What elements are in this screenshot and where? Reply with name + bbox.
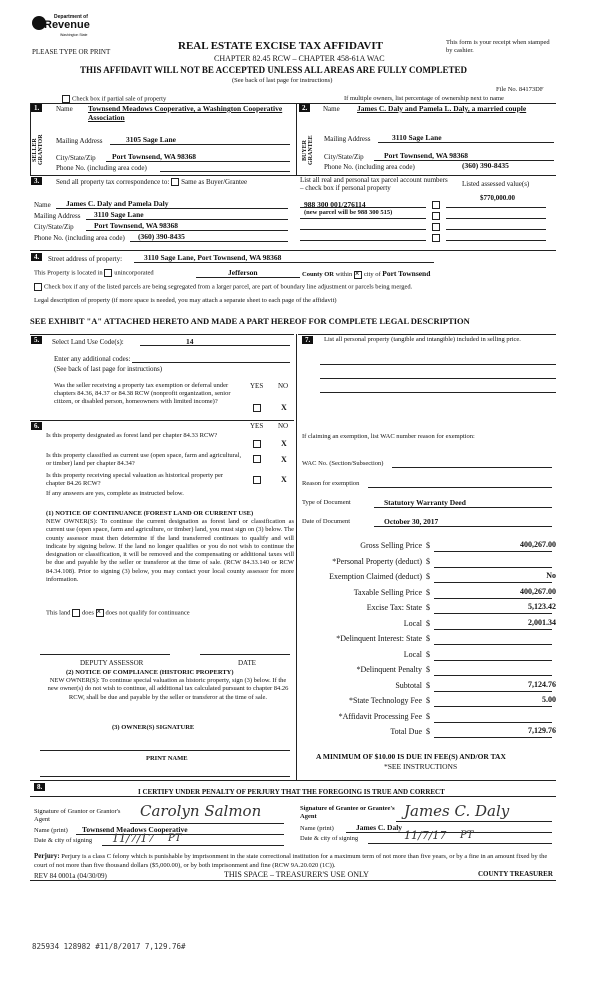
q1-text: Is this property designated as forest land per chapter 84.33 RCW?	[46, 432, 218, 439]
does-checkbox[interactable]	[72, 609, 80, 617]
doc-date-label: Date of Document	[302, 518, 351, 525]
rule	[368, 487, 552, 488]
grantee-date: 11/7/17	[404, 829, 447, 842]
rule	[446, 240, 546, 241]
totals-label: *Personal Property (deduct)	[332, 556, 422, 566]
rule	[132, 362, 290, 363]
rule	[346, 832, 552, 833]
dollar-sign: $	[426, 649, 430, 659]
same-as-buyer-checkbox[interactable]	[171, 178, 179, 186]
rule	[320, 378, 556, 379]
q3-yes-checkbox[interactable]	[253, 476, 263, 484]
section-7-number: 7.	[302, 336, 313, 344]
rule	[298, 334, 556, 335]
totals-label: Taxable Selling Price	[353, 587, 422, 597]
rule	[434, 644, 552, 645]
totals-row	[300, 540, 556, 556]
q3-answer: X	[281, 475, 287, 484]
grantor-city: PT	[168, 833, 182, 844]
dollar-sign: $	[426, 603, 430, 612]
same-as-buyer-label: Same as Buyer/Grantee	[181, 178, 248, 186]
parcel-checkboxes	[432, 200, 442, 244]
cashier-stamp: 825934 128982 #11/8/2017 7,129.76#	[32, 942, 186, 951]
rule	[106, 161, 290, 162]
rule	[434, 706, 552, 707]
rule	[434, 567, 552, 568]
no-header: NO	[278, 382, 289, 390]
see-back-note: (See back of last page for instructions)	[232, 77, 333, 84]
buyer-phone-label: Phone No. (including area code)	[324, 163, 415, 171]
multiple-owners-note: If multiple owners, list percentage of ownership next to name	[344, 95, 504, 102]
rule	[434, 551, 552, 552]
seller-phone-label: Phone No. (including area code)	[56, 164, 147, 172]
seller-mailing-label: Mailing Address	[56, 137, 103, 145]
seller-city: Port Townsend, WA 98368	[112, 152, 197, 161]
q1-yes-box[interactable]	[253, 440, 261, 448]
print-name-label: PRINT NAME	[146, 755, 188, 762]
s6-yes-header: YES	[250, 422, 264, 430]
rule	[396, 821, 552, 822]
rule	[378, 142, 554, 143]
rule	[30, 250, 556, 251]
corr-city: Port Townsend, WA 98368	[94, 221, 179, 230]
unincorporated-checkbox[interactable]	[104, 269, 112, 277]
department-logo	[32, 14, 92, 38]
logo-revenue: Revenue	[44, 19, 90, 31]
rule	[40, 654, 170, 655]
totals-label: *State Technology Fee	[348, 696, 422, 705]
doc-type: Statutory Warranty Deed	[384, 498, 466, 507]
rule	[368, 843, 552, 844]
q0-yes-box[interactable]	[253, 404, 261, 412]
unincorporated-label: unincorporated	[114, 269, 154, 277]
dollar-sign: $	[426, 634, 430, 643]
additional-codes-label: Enter any additional codes:	[54, 355, 131, 363]
dollar-sign: $	[426, 665, 430, 674]
corr-mailing: 3110 Sage Lane	[94, 210, 144, 219]
rule	[434, 598, 552, 599]
rule	[130, 241, 288, 242]
county-or-row	[302, 269, 430, 279]
rule	[434, 629, 552, 630]
section-3-number: 3.	[31, 177, 42, 185]
partial-sale-row	[62, 95, 166, 103]
rule	[102, 845, 284, 846]
land-use-label: Select Land Use Code(s):	[52, 338, 124, 346]
perjury-note	[34, 852, 556, 870]
street-address: 3110 Sage Lane, Port Townsend, WA 98368	[144, 253, 282, 262]
rule	[30, 103, 31, 175]
rule	[200, 654, 290, 655]
section-8-number: 8.	[34, 783, 45, 791]
section-5-number: 5.	[31, 336, 42, 344]
rule	[134, 262, 434, 263]
rule	[434, 582, 552, 583]
file-number: File No. 84173DF	[496, 86, 544, 93]
exhibit-a-note: SEE EXHIBIT "A" ATTACHED HERETO AND MADE A PART HEREOF FOR COMPLETE LEGAL DESCRIPTION	[30, 316, 470, 326]
dollar-sign: $	[426, 680, 430, 690]
totals-value: 2,001.34	[528, 617, 556, 627]
rule	[296, 334, 297, 780]
totals-value: 5.00	[542, 695, 556, 704]
totals-label: Local	[403, 618, 422, 628]
totals-label: Total Due	[390, 727, 422, 736]
buyer-city-label: City/State/Zip	[324, 153, 364, 161]
buyer-phone: (360) 390-8435	[462, 161, 509, 170]
rule	[56, 208, 288, 209]
land-use-see-back: (See back of last page for instructions)	[54, 365, 163, 373]
corr-name: James C. Daly and Pamela Daly	[66, 199, 169, 208]
rule	[30, 780, 556, 781]
rule	[300, 207, 426, 208]
located-label: This Property is located in	[34, 269, 103, 277]
totals-row	[300, 633, 556, 649]
parcel-personal-checkbox-4[interactable]	[432, 234, 440, 242]
rule	[434, 660, 552, 661]
rule	[30, 796, 556, 797]
rule	[30, 175, 556, 176]
dollar-sign: $	[426, 572, 430, 581]
totals-row	[300, 618, 556, 634]
dollar-sign: $	[426, 696, 430, 705]
seller-name-label: Name	[56, 105, 73, 113]
q3-text: Is this property receiving special valuation as historical property per chapter 84.26 RCW?	[46, 472, 224, 487]
dollar-sign: $	[426, 556, 430, 566]
street-label: Street address of property:	[48, 255, 123, 263]
rule	[30, 334, 294, 335]
notice1-text: NEW OWNER(S): To continue the current designation as forest land or classification as current use (open space, farm and agriculture, or timber) land, you must sign on (3) below. The county assessor must then determine if the land transferred continues to qualify and will indicate by signing below. If the land no longer qualifies or you do not wish to continue the designation or classification, it will be removed and the compensating or additional taxes will be due and payable by the seller or transferor at the time of sale. (RCW 84.33.140 or RCW 84.34.108). Prior to signing (3) below, you may contact your local county assessor for more information.	[46, 518, 294, 584]
form-revision: REV 84 0001a (04/30/09)	[34, 872, 107, 880]
buyer-mailing: 3110 Sage Lane	[392, 133, 442, 142]
please-type: PLEASE TYPE OR PRINT	[32, 48, 111, 56]
corr-mailing-label: Mailing Address	[34, 212, 81, 220]
totals-row	[300, 664, 556, 680]
parcel-note: (new parcel will be 988 300 515)	[304, 209, 393, 216]
q2-answer: X	[281, 455, 287, 464]
totals-label: *Delinquent Penalty	[356, 665, 422, 674]
rule	[30, 420, 294, 421]
grantor-name: Townsend Meadows Cooperative	[82, 825, 188, 834]
rule	[40, 750, 290, 751]
rule	[320, 392, 556, 393]
section-2-number: 2.	[299, 104, 310, 112]
q-note: If any answers are yes, complete as instructed below.	[46, 490, 184, 497]
this-land-row	[46, 609, 190, 617]
totals-row	[300, 587, 556, 603]
rule	[446, 229, 546, 230]
perjury-text: Perjury is a class C felony which is punishable by imprisonment in the state correctional institution for a maximum term of not more than five years, or by a fine in an amount fixed by the court of not more than five thousand dollars ($5,000.00), or by both imprisonment and fine (RCW 9A.20.020 (1C)).	[34, 853, 548, 869]
totals-label: Gross Selling Price	[360, 541, 422, 550]
rule	[196, 277, 300, 278]
owner-signature-label: (3) OWNER(S) SIGNATURE	[112, 724, 195, 731]
rule	[140, 345, 290, 346]
doc-date: October 30, 2017	[384, 517, 439, 526]
q0-yes-checkbox[interactable]	[253, 404, 263, 412]
minimum-fee-note: A MINIMUM OF $10.00 IS DUE IN FEE(S) AND/OR TAX	[316, 752, 506, 761]
section-4-number: 4.	[31, 253, 42, 261]
doc-type-label: Type of Document	[302, 499, 351, 506]
q0-answer: X	[281, 403, 287, 412]
grantee-date-label: Date & city of signing	[300, 835, 359, 842]
rule	[434, 613, 552, 614]
receipt-note: This form is your receipt when stamped by cashier.	[446, 39, 550, 54]
treasurer-space: THIS SPACE – TREASURER'S USE ONLY	[224, 870, 369, 879]
within-city-checkbox[interactable]	[354, 271, 362, 279]
notice1-title: (1) NOTICE OF CONTINUANCE (FOREST LAND OR CURRENT USE)	[46, 510, 254, 517]
corr-city-label: City/State/Zip	[34, 223, 74, 231]
seller-name: Townsend Meadows Cooperative, a Washington Cooperative Association	[88, 104, 283, 122]
totals-label: Exemption Claimed (deduct)	[329, 572, 422, 581]
seller-mailing: 3105 Sage Lane	[126, 135, 177, 144]
parcel-number: 988 300 001/276114	[304, 200, 366, 209]
does-label: does	[82, 609, 94, 617]
located-row	[34, 269, 154, 277]
rule	[374, 526, 552, 527]
rule	[300, 229, 426, 230]
totals-value: 400,267.00	[520, 586, 556, 596]
parcel-personal-checkbox-3[interactable]	[432, 223, 440, 231]
parcel-personal-checkbox-1[interactable]	[432, 201, 440, 209]
city-name: Port Townsend	[382, 269, 431, 278]
does-not-label: does not qualify for continuance	[105, 609, 190, 617]
grantor-sig-label: Signature of Grantor or Grantor's Agent	[34, 808, 121, 823]
segregated-label: Check box if any of the listed parcels are being segregated from a larger parcel, are part of boundary line adjustment or parcels being merged.	[44, 283, 413, 291]
corr-phone: (360) 390-8435	[138, 232, 185, 241]
correspondence-row	[56, 178, 247, 186]
yes-header: YES	[250, 382, 264, 390]
totals-row	[300, 711, 556, 727]
seller-city-label: City/State/Zip	[56, 154, 96, 162]
rule	[446, 207, 546, 208]
certify-text: I CERTIFY UNDER PENALTY OF PERJURY THAT THE FOREGOING IS TRUE AND CORRECT	[138, 788, 445, 796]
dollar-sign: $	[426, 541, 430, 550]
dollar-sign: $	[426, 711, 430, 721]
buyer-city: Port Townsend, WA 98368	[384, 151, 469, 160]
rule	[320, 364, 556, 365]
totals-label: Subtotal	[395, 680, 422, 690]
grantor-name-label: Name (print)	[34, 827, 68, 834]
rule	[392, 467, 552, 468]
correspondence-label: Send all property tax correspondence to:	[56, 178, 170, 186]
grantee-name: James C. Daly	[356, 823, 403, 832]
totals-label: *Delinquent Interest: State	[336, 634, 422, 643]
parcel-personal-checkbox-2[interactable]	[432, 212, 440, 220]
see-instructions: *SEE INSTRUCTIONS	[384, 762, 458, 771]
segregated-checkbox[interactable]	[34, 283, 42, 291]
totals-row	[300, 726, 556, 742]
parcel-list-label: List all real and personal tax parcel account numbers – check box if personal property	[300, 176, 448, 192]
personal-property-label: List all personal property (tangible and intangible) included in selling price.	[324, 336, 521, 343]
rule	[434, 722, 552, 723]
totals-value: 5,123.42	[528, 602, 556, 611]
totals-value: 7,124.76	[528, 679, 556, 689]
exemption-label: If claiming an exemption, list WAC number reason for exemption:	[302, 433, 475, 440]
totals-row	[300, 556, 556, 572]
notice2-title: (2) NOTICE OF COMPLIANCE (HISTORIC PROPERTY)	[66, 669, 234, 676]
county-or-label: County OR	[302, 271, 334, 278]
perjury-label: Perjury:	[34, 852, 60, 860]
buyer-mailing-label: Mailing Address	[324, 135, 371, 143]
assessed-label: Listed assessed value(s)	[462, 180, 530, 188]
grantor-date-label: Date & city of signing	[34, 837, 93, 844]
assessed-value: $770,000.00	[480, 194, 515, 202]
totals-value: No	[546, 571, 556, 580]
totals-row	[300, 695, 556, 711]
rule	[86, 230, 288, 231]
totals-row	[300, 649, 556, 665]
q1-answer: X	[281, 439, 287, 448]
grantor-signature: Carolyn Salmon	[140, 802, 262, 820]
q2-yes-box[interactable]	[253, 455, 261, 463]
rule	[30, 880, 556, 881]
rule	[300, 240, 426, 241]
rule	[434, 737, 552, 738]
buyer-side-label: BUYER GRANTEE	[302, 135, 314, 165]
logo-dept-line1: Department of	[54, 14, 88, 20]
rule	[86, 219, 288, 220]
grantee-city: PT	[460, 830, 474, 841]
corr-name-label: Name	[34, 201, 51, 209]
totals-table	[300, 540, 556, 742]
buyer-name: James C. Daly and Pamela L. Daly, a married couple	[357, 104, 527, 113]
county-treasurer: COUNTY TREASURER	[478, 870, 553, 878]
totals-row	[300, 680, 556, 696]
rule	[130, 823, 284, 824]
q2-yes-checkbox[interactable]	[253, 455, 263, 463]
grantee-name-label: Name (print)	[300, 825, 334, 832]
dollar-sign: $	[426, 727, 430, 736]
totals-value: 400,267.00	[520, 540, 556, 549]
section-1-number: 1.	[31, 104, 42, 112]
s6-no-header: NO	[278, 422, 289, 430]
totals-label: *Affidavit Processing Fee	[338, 711, 422, 721]
logo-dept-line2: Washington State	[60, 33, 88, 37]
rule	[296, 103, 297, 175]
warning-banner: THIS AFFIDAVIT WILL NOT BE ACCEPTED UNLESS ALL AREAS ARE FULLY COMPLETED	[80, 65, 468, 75]
legal-description-label: Legal description of property (if more space is needed, you may attach a separate sheet to each page of the affidavit)	[34, 297, 337, 304]
rule	[300, 218, 426, 219]
totals-row	[300, 602, 556, 618]
wac-label: WAC No. (Section/Subsection)	[302, 460, 384, 467]
totals-row	[300, 571, 556, 587]
form-title: REAL ESTATE EXCISE TAX AFFIDAVIT	[178, 40, 383, 52]
notice2-text: NEW OWNER(S): To continue special valuation as historic property, sign (3) below. If the new owner(s) do not wish to continue, all additional tax calculated pursuant to chapter 84.26 RCW, shall be due and payable by the seller or transferor at the time of sale.	[47, 677, 289, 701]
form-subtitle: CHAPTER 82.45 RCW – CHAPTER 458-61A WAC	[214, 54, 385, 63]
section-6-number: 6.	[31, 422, 42, 430]
grantor-date: 11/7/17	[112, 832, 155, 845]
reason-label: Reason for exemption	[302, 480, 360, 487]
land-use-code: 14	[186, 337, 194, 346]
grantee-signature: James C. Daly	[404, 802, 510, 820]
rule	[110, 144, 290, 145]
deputy-assessor-label: DEPUTY ASSESSOR	[80, 659, 144, 667]
within-label: within	[335, 271, 353, 278]
city-of-label: city of	[363, 271, 381, 278]
grantee-sig-label: Signature of Grantee or Grantee's Agent	[300, 805, 395, 820]
dollar-sign: $	[426, 587, 430, 597]
q3-yes-box[interactable]	[253, 476, 261, 484]
dollar-sign: $	[426, 618, 430, 628]
partial-sale-checkbox[interactable]	[62, 95, 70, 103]
county-name: Jefferson	[228, 268, 258, 277]
exemption-question: Was the seller receiving a property tax exemption or deferral under chapters 84.36, 84.37 or 84.38 RCW (nonprofit organization, senior citizen, or disabled person, homeowners with limited income)?	[54, 382, 231, 405]
date-label: DATE	[238, 659, 256, 667]
totals-label: Local	[403, 649, 422, 659]
rule	[434, 675, 552, 676]
totals-value: 7,129.76	[528, 726, 556, 735]
corr-phone-label: Phone No. (including area code)	[34, 234, 125, 242]
rule	[434, 691, 552, 692]
rule	[374, 507, 552, 508]
q2-text: Is this property classified as current use (open space, farm and agricultural, or timber) land per chapter 84.34?	[46, 452, 242, 467]
rule	[446, 218, 546, 219]
buyer-name-label: Name	[323, 105, 340, 113]
seller-side-label: SELLER GRANTOR	[32, 134, 44, 166]
q1-yes-checkbox[interactable]	[253, 440, 263, 448]
totals-label: Excise Tax: State	[366, 603, 422, 612]
rule	[40, 776, 290, 777]
segregated-row	[34, 283, 412, 291]
does-not-checkbox[interactable]	[96, 609, 104, 617]
rule	[160, 171, 290, 172]
this-land-label: This land	[46, 609, 71, 617]
partial-sale-label: Check box if partial sale of property	[72, 95, 167, 103]
